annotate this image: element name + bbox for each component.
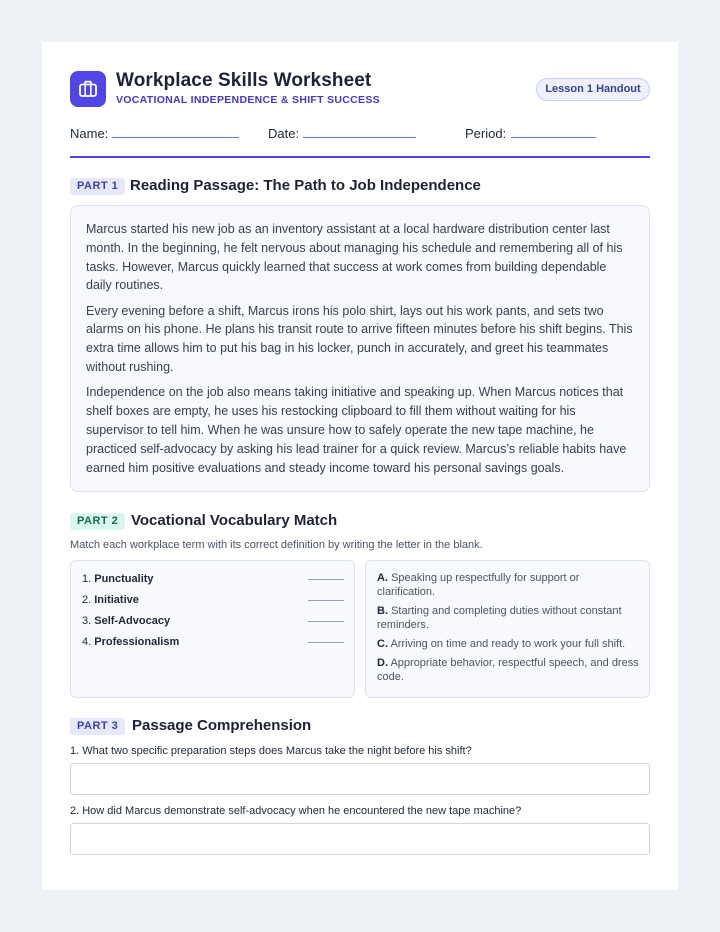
name-field[interactable] (112, 137, 239, 138)
worksheet-page (42, 42, 678, 890)
answer-box-1[interactable] (70, 763, 650, 795)
term-item: 1. Punctuality (82, 573, 154, 585)
passage-paragraph: Marcus started his new job as an inventory assistant at a local hardware distribution center last month. In the beginning, he felt nervous about managing his schedule and remembering all of his tasks. However, Marcus quickly learned that success at work comes from building dependable daily routines. (86, 222, 623, 293)
answer-blank[interactable] (308, 621, 344, 622)
answer-blank[interactable] (308, 579, 344, 580)
passage-paragraph: Every evening before a shift, Marcus irons his polo shirt, lays out his work pants, and sets two alarms on his phone. He plans his transit route to arrive fifteen minutes before his shift begins. This extra time allows him to put his bag in his locker, punch in accurately, and greet his teammates without rushing. (86, 303, 633, 375)
part2-tag: PART 2 (70, 513, 125, 530)
answer-blank[interactable] (308, 600, 344, 601)
term-item: 2. Initiative (82, 594, 139, 606)
briefcase-icon (70, 71, 106, 107)
definition-item: B. Starting and completing duties without constant reminders. (377, 605, 622, 631)
part1-title: Reading Passage: The Path to Job Independence (130, 177, 481, 194)
answer-box-2[interactable] (70, 823, 650, 855)
part1-tag: PART 1 (70, 178, 125, 195)
definition-item: D. Appropriate behavior, respectful speech, and dress code. (377, 657, 639, 683)
period-field[interactable] (511, 137, 596, 138)
question-2: 2. How did Marcus demonstrate self-advocacy when he encountered the new tape machine? (70, 805, 522, 817)
definition-item: C. Arriving on time and ready to work your full shift. (377, 638, 626, 650)
header-divider (70, 156, 650, 158)
answer-blank[interactable] (308, 642, 344, 643)
term-item: 4. Professionalism (82, 636, 180, 648)
passage-paragraph: Independence on the job also means taking initiative and speaking up. When Marcus notices that shelf boxes are empty, he uses his restocking clipboard to fill them without waiting for his supervisor to tell him. When he was unsure how to safely operate the new tape machine, he practiced self-advocacy by asking his lead trainer for a quick review. Marcus’s reliable habits have earned him positive evaluations and steady income toward his personal savings goals. (86, 385, 627, 475)
page-subtitle: VOCATIONAL INDEPENDENCE & SHIFT SUCCESS (116, 94, 380, 106)
page-title: Workplace Skills Worksheet (116, 70, 372, 91)
reading-passage (70, 205, 650, 492)
period-label: Period: (465, 126, 507, 141)
part3-title: Passage Comprehension (132, 717, 312, 734)
definitions-box (365, 560, 650, 698)
lesson-badge: Lesson 1 Handout (536, 78, 650, 101)
part3-tag: PART 3 (70, 718, 125, 735)
term-item: 3. Self-Advocacy (82, 615, 171, 627)
part2-title: Vocational Vocabulary Match (131, 512, 338, 529)
name-label: Name: (70, 126, 109, 141)
definition-item: A. Speaking up respectfully for support or clarification. (377, 572, 580, 598)
question-1: 1. What two specific preparation steps does Marcus take the night before his shift? (70, 745, 472, 757)
date-field[interactable] (303, 137, 416, 138)
match-instructions: Match each workplace term with its correct definition by writing the letter in the blank. (70, 539, 483, 551)
terms-box (70, 560, 355, 698)
date-label: Date: (268, 126, 300, 141)
